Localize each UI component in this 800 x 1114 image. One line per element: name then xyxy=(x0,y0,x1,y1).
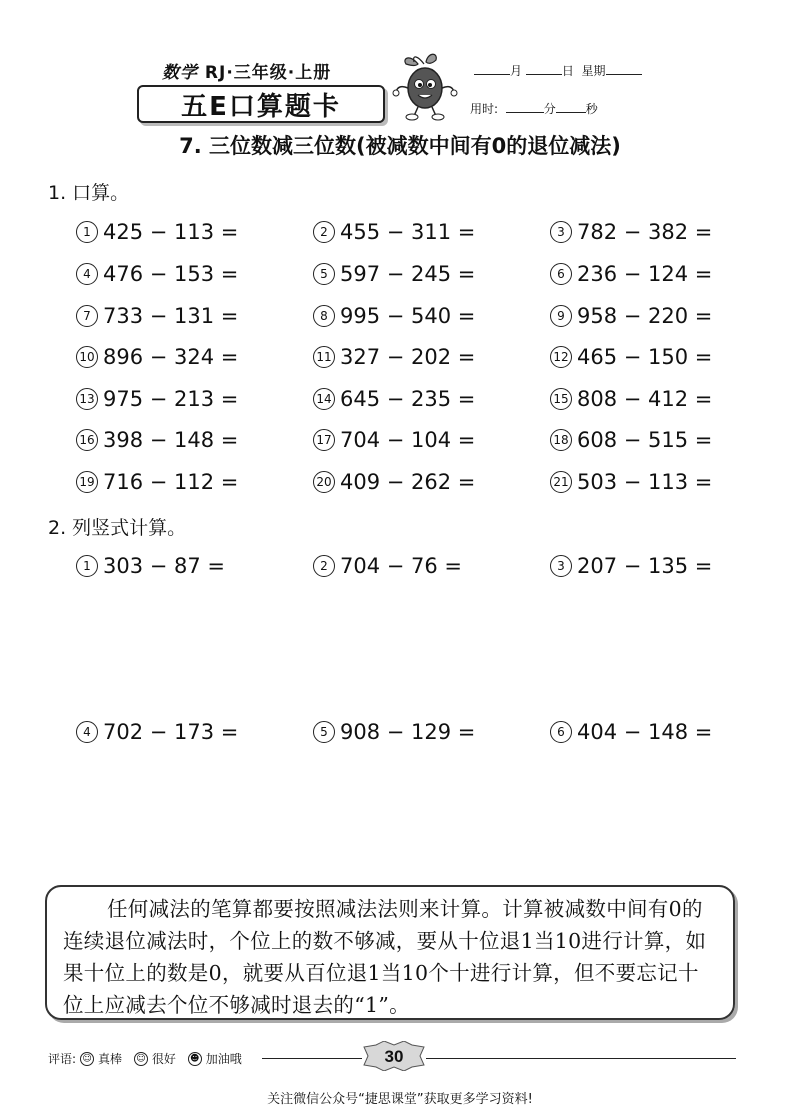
problem-expression: 398 − 148 = xyxy=(103,428,239,452)
part2-problem xyxy=(76,720,238,744)
problem-expression: 782 − 382 = xyxy=(577,220,713,244)
problem-number: 20 xyxy=(313,471,335,493)
part1-problem xyxy=(550,470,712,494)
problem-number: 16 xyxy=(76,429,98,451)
eval-option-good: 很好 xyxy=(151,1052,176,1066)
edition-label: RJ·三年级·上册 xyxy=(204,63,332,83)
problem-number: 6 xyxy=(550,263,572,285)
part1-problem xyxy=(76,304,238,328)
problem-number: 13 xyxy=(76,388,98,410)
part1-problem xyxy=(313,470,475,494)
problem-number: 4 xyxy=(76,721,98,743)
eval-label: 评语: xyxy=(48,1052,77,1066)
encourage-face-icon[interactable]: ☻ xyxy=(188,1052,202,1066)
tip-text: 任何减法的笔算都要按照减法法则来计算。计算被减数中间有0的连续退位减法时，个位上的数不够减，要从十位退1当10进行计算，如果十位上的数是0，就要从百位退1当10个十进行计算，但不要忘记十位上应减去个位不够减时退去的“1”。 xyxy=(63,897,707,1017)
problem-number: 7 xyxy=(76,305,98,327)
problem-expression: 896 − 324 = xyxy=(103,345,239,369)
problem-expression: 608 − 515 = xyxy=(577,428,713,452)
page-title: 五E口算题卡 xyxy=(181,91,341,122)
weekday-blank[interactable] xyxy=(606,62,642,75)
problem-number: 5 xyxy=(313,721,335,743)
part2-problem xyxy=(550,554,712,578)
footer-divider-right xyxy=(426,1058,736,1059)
problem-number: 8 xyxy=(313,305,335,327)
problem-number: 2 xyxy=(313,221,335,243)
title-banner xyxy=(137,85,385,123)
part1-problem xyxy=(76,470,238,494)
problem-expression: 455 − 311 = xyxy=(340,220,476,244)
part1-problem xyxy=(313,345,475,369)
problem-number: 4 xyxy=(76,263,98,285)
seconds-blank[interactable] xyxy=(556,100,586,113)
problem-number: 10 xyxy=(76,346,98,368)
problem-expression: 975 − 213 = xyxy=(103,387,239,411)
problem-expression: 303 − 87 = xyxy=(103,554,226,578)
problem-expression: 958 − 220 = xyxy=(577,304,713,328)
problem-expression: 409 − 262 = xyxy=(340,470,476,494)
problem-expression: 236 − 124 = xyxy=(577,262,713,286)
problem-number: 3 xyxy=(550,555,572,577)
problem-number: 14 xyxy=(313,388,335,410)
part1-problem xyxy=(313,220,475,244)
part2-heading: 2. 列竖式计算。 xyxy=(48,517,187,539)
problem-number: 5 xyxy=(313,263,335,285)
part1-problem xyxy=(76,428,238,452)
problem-number: 2 xyxy=(313,555,335,577)
time-fields: 用时: 分 秒 xyxy=(470,102,598,116)
problem-number: 11 xyxy=(313,346,335,368)
tip-box xyxy=(45,885,735,1020)
problem-expression: 808 − 412 = xyxy=(577,387,713,411)
problem-number: 17 xyxy=(313,429,335,451)
part1-problem xyxy=(313,387,475,411)
problem-number: 19 xyxy=(76,471,98,493)
grin-face-icon[interactable]: ☺ xyxy=(80,1052,94,1066)
part1-problem xyxy=(550,345,712,369)
problem-expression: 404 − 148 = xyxy=(577,720,713,744)
problem-expression: 327 − 202 = xyxy=(340,345,476,369)
problem-expression: 645 − 235 = xyxy=(340,387,476,411)
part1-problem xyxy=(550,387,712,411)
bottom-note: 关注微信公众号“捷思课堂”获取更多学习资料! xyxy=(267,1092,533,1107)
evaluation-row xyxy=(48,1050,242,1067)
part1-problem xyxy=(76,262,238,286)
problem-number: 21 xyxy=(550,471,572,493)
problem-expression: 908 − 129 = xyxy=(340,720,476,744)
part2-problem xyxy=(550,720,712,744)
problem-number: 1 xyxy=(76,555,98,577)
problem-number: 18 xyxy=(550,429,572,451)
problem-expression: 704 − 76 = xyxy=(340,554,463,578)
problem-expression: 597 − 245 = xyxy=(340,262,476,286)
part1-problem xyxy=(550,220,712,244)
subject-label: 数学 RJ·三年级·上册 xyxy=(162,63,332,83)
page-number-badge xyxy=(362,1041,426,1071)
problem-expression: 995 − 540 = xyxy=(340,304,476,328)
problem-expression: 702 − 173 = xyxy=(103,720,239,744)
part1-problem xyxy=(76,220,238,244)
part1-problem xyxy=(313,428,475,452)
problem-expression: 476 − 153 = xyxy=(103,262,239,286)
part2-problem xyxy=(313,554,462,578)
day-blank[interactable] xyxy=(526,62,562,75)
problem-expression: 425 − 113 = xyxy=(103,220,239,244)
part1-problem xyxy=(313,262,475,286)
part2-problem xyxy=(76,554,225,578)
date-fields: 月 日 星期 xyxy=(474,62,642,79)
part1-problem xyxy=(76,345,238,369)
part1-heading: 1. 口算。 xyxy=(48,182,130,204)
problem-number: 9 xyxy=(550,305,572,327)
problem-number: 1 xyxy=(76,221,98,243)
section-title: 7. 三位数减三位数(被减数中间有0的退位减法) xyxy=(179,134,621,158)
page-number: 30 xyxy=(384,1047,404,1066)
problem-number: 6 xyxy=(550,721,572,743)
part1-problem xyxy=(550,262,712,286)
mascot-icon xyxy=(388,50,464,122)
part1-problem xyxy=(313,304,475,328)
part1-problem xyxy=(550,304,712,328)
problem-number: 12 xyxy=(550,346,572,368)
month-blank[interactable] xyxy=(474,62,510,75)
eval-option-keep-going: 加油哦 xyxy=(205,1052,242,1066)
problem-expression: 207 − 135 = xyxy=(577,554,713,578)
problem-number: 3 xyxy=(550,221,572,243)
problem-expression: 704 − 104 = xyxy=(340,428,476,452)
footer-divider-left xyxy=(262,1058,362,1059)
eval-option-great: 真棒 xyxy=(98,1052,123,1066)
minutes-blank[interactable] xyxy=(506,100,544,113)
problem-number: 15 xyxy=(550,388,572,410)
part1-problem xyxy=(550,428,712,452)
problem-expression: 733 − 131 = xyxy=(103,304,239,328)
problem-expression: 465 − 150 = xyxy=(577,345,713,369)
part1-problem xyxy=(76,387,238,411)
part2-problem xyxy=(313,720,475,744)
problem-expression: 503 − 113 = xyxy=(577,470,713,494)
problem-expression: 716 − 112 = xyxy=(103,470,239,494)
smile-face-icon[interactable]: ☺ xyxy=(134,1052,148,1066)
